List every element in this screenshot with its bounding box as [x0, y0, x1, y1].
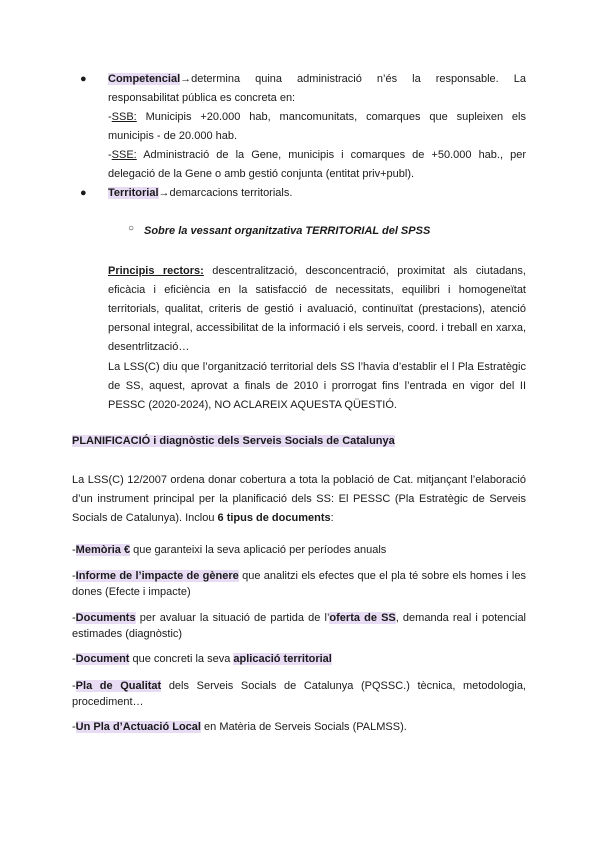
principis-paragraph	[108, 262, 526, 357]
item-text: que concreti la seva	[129, 653, 234, 665]
item-bold: Memòria €	[75, 544, 131, 556]
intro-end: :	[330, 512, 334, 524]
dash: -	[72, 612, 76, 624]
lss-text: La LSS(C) diu que l’organització territorial dels SS l’havia d’establir el l Pla Estratègic de SS, aquest, aprovat a finals de 2010 i prorrogat fins l’entrada en vigor del II PESSC (2020-2024), NO ACLAREIX AQUESTA QÜESTIÓ.	[108, 361, 526, 411]
territorial-paragraph	[108, 184, 526, 203]
section-title-text: PLANIFICACIÓ i diagnòstic dels Serveis Socials de Catalunya	[72, 435, 395, 447]
competencial-term: Competencial	[108, 73, 181, 85]
competencial-paragraph	[108, 70, 526, 108]
ssb-label: SSB:	[111, 111, 137, 123]
list-item	[72, 719, 526, 735]
sse-label: SSE:	[111, 149, 137, 161]
item-text-2: , demanda real i potencial estimades (diagnòstic)	[72, 612, 526, 640]
item-bold: Un Pla d’Actuació Local	[75, 721, 201, 733]
bullet-dot-icon: ●	[80, 73, 87, 85]
bullet-dot-icon: ●	[80, 187, 87, 199]
list-item	[72, 568, 526, 600]
list-item	[72, 610, 526, 642]
list-item	[72, 651, 526, 667]
item-bold: Pla de Qualitat	[75, 680, 162, 692]
territorial-term: Territorial	[108, 187, 159, 199]
arrow-glyph: →	[158, 187, 170, 199]
section-title	[72, 432, 526, 451]
item-text: dels Serveis Socials de Catalunya (PQSSC.) tècnica, metodologia, procediment…	[72, 680, 526, 708]
circle-bullet-icon: ○	[128, 223, 135, 234]
sse-text: Administració de la Gene, municipis i comarques de +50.000 hab., per delegació de la Gene o amb gestió conjunta (entitat priv+publ).	[108, 149, 526, 180]
item-bold-2: aplicació territorial	[233, 653, 332, 665]
principis-text: descentralització, desconcentració, proximitat als ciutadans, eficàcia i eficiència en la satisfacció de necessitats, equilibri i homogeneïtat territorials, qualitat, criteris de gestió i avaluació, continuïtat (prestacions), atenció personal integral, accessibilitat de la informació i els serveis, coord. i treball en xarxa, desentrlització…	[108, 265, 526, 353]
item-bold: Informe de l’impacte de gènere	[75, 570, 239, 582]
principis-label: Principis rectors:	[108, 265, 204, 277]
ssb-paragraph: -SSB: Municipis +20.000 hab, mancomunitats, comarques que supleixen els municipis - de 20.000 hab.	[108, 111, 526, 142]
subheading: Sobre la vessant organitzativa TERRITORIAL del SPSS	[144, 225, 431, 237]
item-text: per avaluar la situació de partida de l’	[135, 612, 330, 624]
territorial-text: demarcacions territorials.	[169, 187, 293, 199]
intro-paragraph	[72, 471, 526, 528]
item-text: que analitzi els efectes que el pla té sobre els homes i les dones (Efecte i impacte)	[72, 570, 526, 598]
dash: -	[72, 544, 76, 556]
item-text: que garanteixi la seva aplicació per períodes anuals	[130, 544, 387, 556]
list-item	[72, 542, 526, 558]
item-text: en Matèria de Serveis Socials (PALMSS).	[200, 721, 407, 733]
dash: -	[72, 680, 76, 692]
intro-bold: 6 tipus de documents	[217, 512, 331, 524]
item-bold: Document	[75, 653, 130, 665]
list-item	[72, 678, 526, 710]
item-bold: Documents	[75, 612, 136, 624]
item-bold-2: oferta de SS	[329, 612, 396, 624]
lss-paragraph	[108, 358, 526, 415]
intro-text: La LSS(C) 12/2007 ordena donar cobertura a tota la població de Cat. mitjançant l’elaboració d’un instrument principal per la planificació dels SS: El PESSC (Pla Estratègic de Serveis Socials de Catalunya). Inclou	[72, 474, 526, 524]
ssb-text: Municipis +20.000 hab, mancomunitats, comarques que supleixen els municipis - de 20.000 hab.	[108, 111, 526, 142]
competencial-text: determina quina administració n’és la responsable. La responsabilitat pública es concreta en:	[108, 73, 526, 104]
sse-paragraph: -SSE: Administració de la Gene, municipis i comarques de +50.000 hab., per delegació de la Gene o amb gestió conjunta (entitat priv+publ).	[108, 149, 526, 180]
dash: -	[72, 570, 76, 582]
dash: -	[72, 653, 76, 665]
dash: -	[72, 721, 76, 733]
arrow-glyph: →	[180, 73, 192, 85]
